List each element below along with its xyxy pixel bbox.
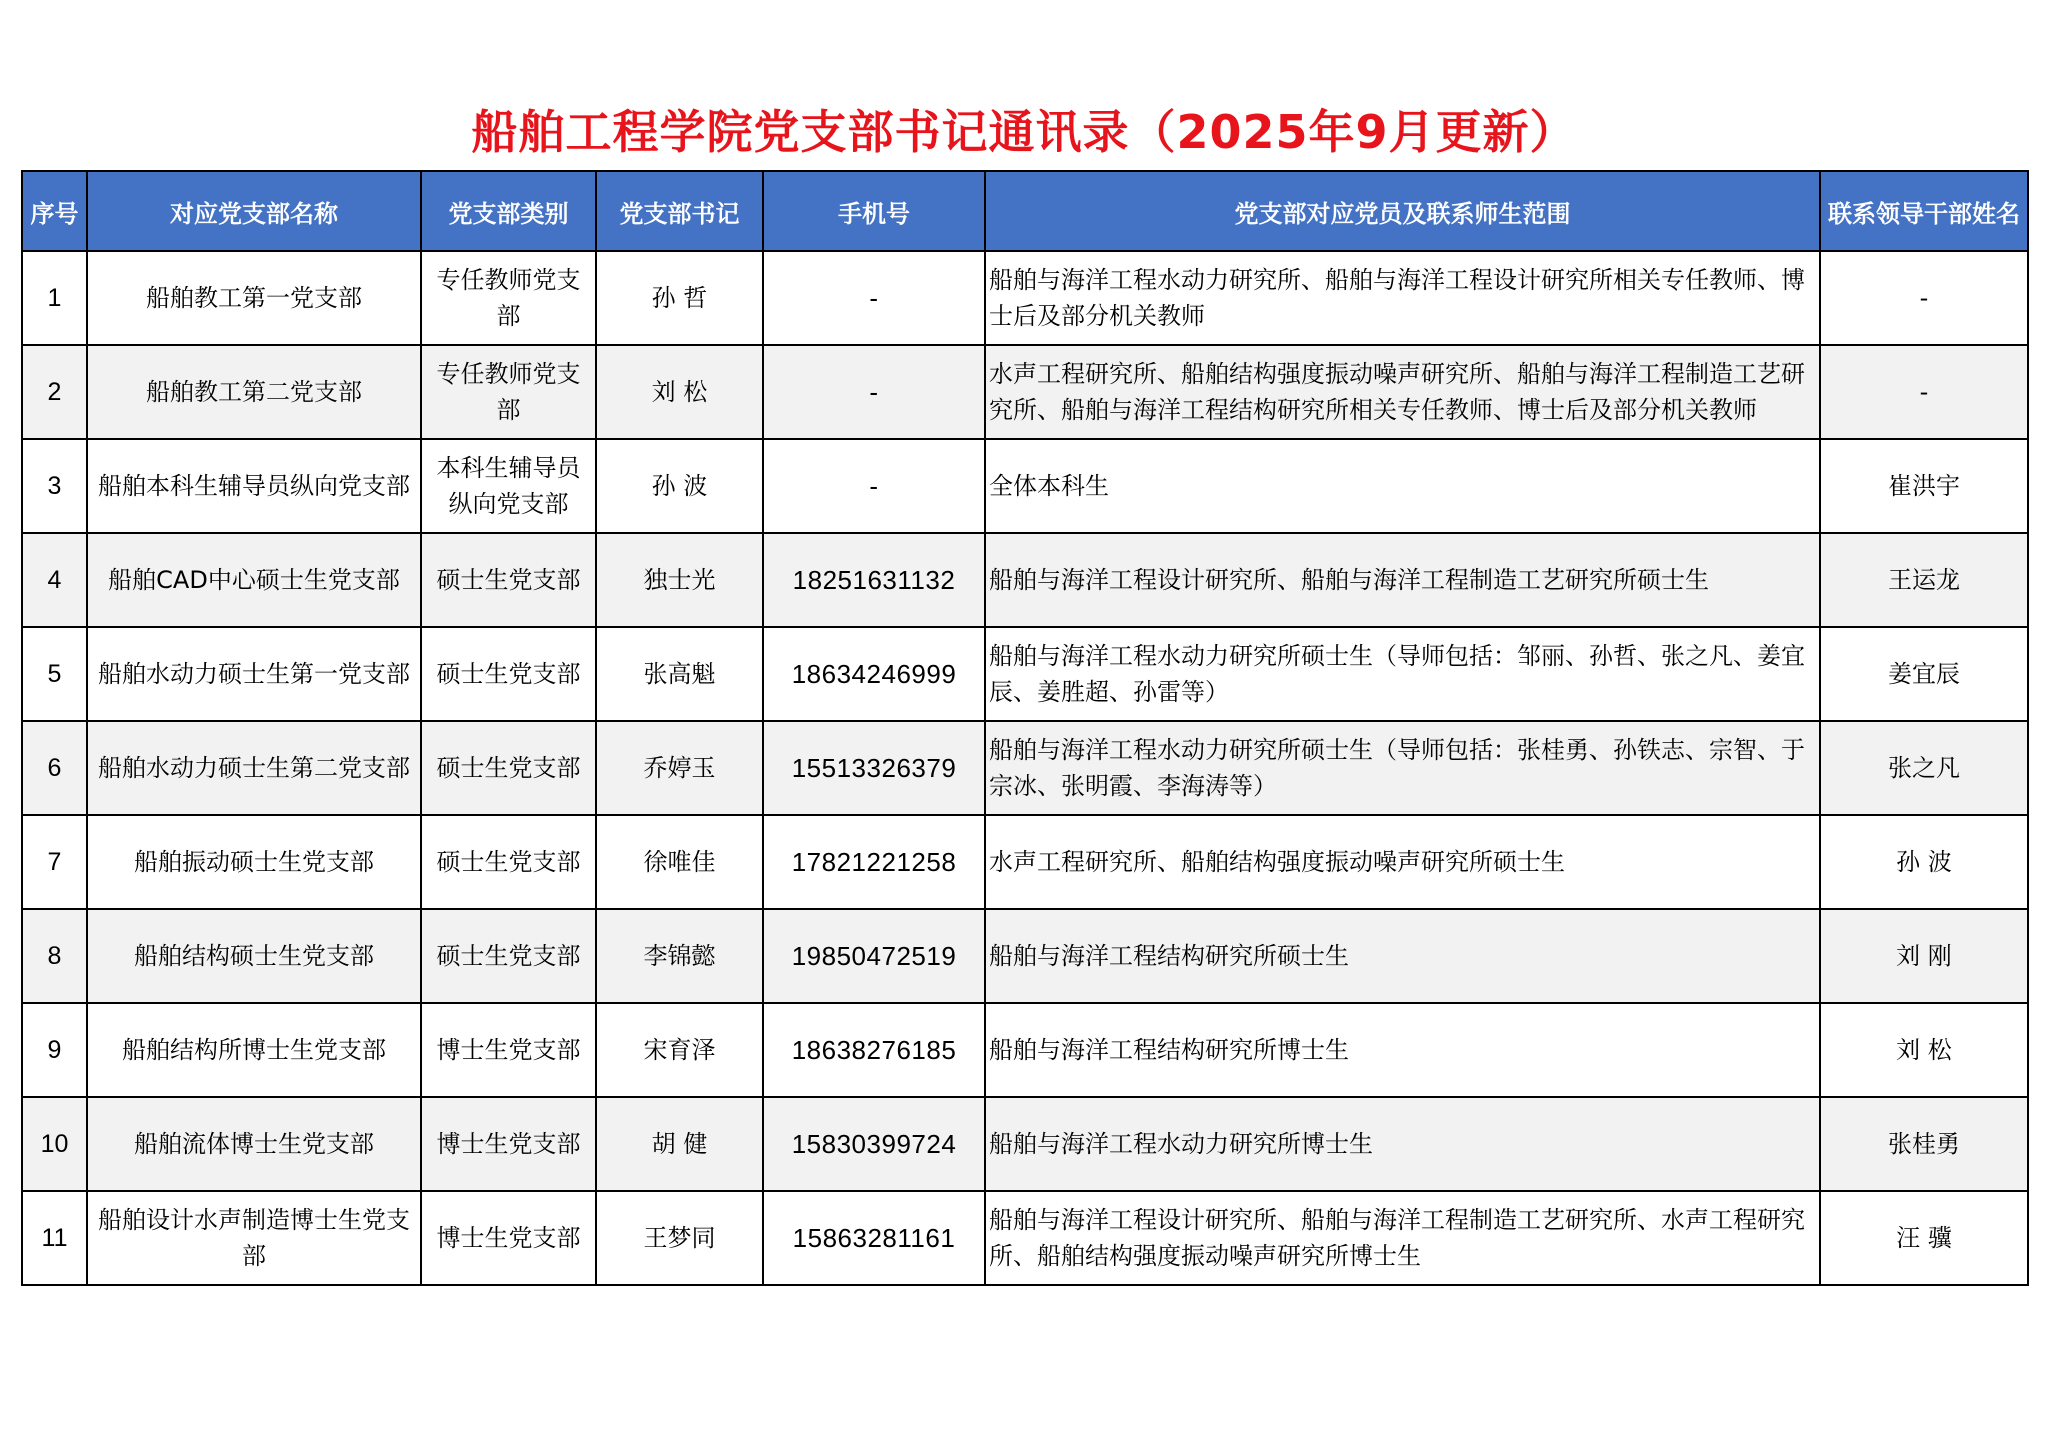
cell-secretary: 张高魁 <box>596 627 763 721</box>
cell-scope: 船舶与海洋工程水动力研究所博士生 <box>985 1097 1820 1191</box>
cell-category: 博士生党支部 <box>421 1191 596 1285</box>
cell-leader: - <box>1820 345 2028 439</box>
cell-no: 3 <box>22 439 87 533</box>
header-branch: 对应党支部名称 <box>87 171 421 251</box>
cell-leader: 姜宜辰 <box>1820 627 2028 721</box>
cell-category: 硕士生党支部 <box>421 909 596 1003</box>
cell-phone: 15513326379 <box>763 721 985 815</box>
cell-category: 硕士生党支部 <box>421 533 596 627</box>
cell-category: 专任教师党支部 <box>421 345 596 439</box>
cell-scope: 船舶与海洋工程设计研究所、船舶与海洋工程制造工艺研究所、水声工程研究所、船舶结构强度振动噪声研究所博士生 <box>985 1191 1820 1285</box>
cell-no: 11 <box>22 1191 87 1285</box>
cell-no: 2 <box>22 345 87 439</box>
cell-phone: 15863281161 <box>763 1191 985 1285</box>
table-row <box>22 439 2028 533</box>
table-row <box>22 909 2028 1003</box>
table-row <box>22 1097 2028 1191</box>
cell-leader: 王运龙 <box>1820 533 2028 627</box>
header-phone: 手机号 <box>763 171 985 251</box>
cell-category: 专任教师党支部 <box>421 251 596 345</box>
cell-secretary: 刘 松 <box>596 345 763 439</box>
header-row <box>22 171 2028 251</box>
cell-branch: 船舶水动力硕士生第一党支部 <box>87 627 421 721</box>
cell-no: 6 <box>22 721 87 815</box>
cell-secretary: 孙 波 <box>596 439 763 533</box>
cell-branch: 船舶振动硕士生党支部 <box>87 815 421 909</box>
cell-phone: - <box>763 439 985 533</box>
table-row <box>22 627 2028 721</box>
cell-phone: 18251631132 <box>763 533 985 627</box>
cell-no: 1 <box>22 251 87 345</box>
cell-leader: 刘 松 <box>1820 1003 2028 1097</box>
table-row <box>22 251 2028 345</box>
cell-phone: - <box>763 251 985 345</box>
cell-no: 9 <box>22 1003 87 1097</box>
cell-secretary: 乔婷玉 <box>596 721 763 815</box>
cell-category: 博士生党支部 <box>421 1097 596 1191</box>
cell-category: 硕士生党支部 <box>421 721 596 815</box>
cell-phone: - <box>763 345 985 439</box>
cell-leader: 张桂勇 <box>1820 1097 2028 1191</box>
table-row <box>22 1003 2028 1097</box>
cell-secretary: 独士光 <box>596 533 763 627</box>
cell-leader: - <box>1820 251 2028 345</box>
header-secretary: 党支部书记 <box>596 171 763 251</box>
cell-category: 硕士生党支部 <box>421 627 596 721</box>
cell-phone: 18638276185 <box>763 1003 985 1097</box>
cell-branch: 船舶教工第一党支部 <box>87 251 421 345</box>
cell-phone: 17821221258 <box>763 815 985 909</box>
cell-no: 5 <box>22 627 87 721</box>
cell-secretary: 徐唯佳 <box>596 815 763 909</box>
cell-secretary: 宋育泽 <box>596 1003 763 1097</box>
cell-category: 本科生辅导员纵向党支部 <box>421 439 596 533</box>
cell-secretary: 王梦同 <box>596 1191 763 1285</box>
cell-no: 7 <box>22 815 87 909</box>
cell-category: 博士生党支部 <box>421 1003 596 1097</box>
cell-secretary: 胡 健 <box>596 1097 763 1191</box>
cell-leader: 崔洪宇 <box>1820 439 2028 533</box>
header-leader: 联系领导干部姓名 <box>1820 171 2028 251</box>
cell-branch: 船舶水动力硕士生第二党支部 <box>87 721 421 815</box>
cell-scope: 船舶与海洋工程水动力研究所、船舶与海洋工程设计研究所相关专任教师、博士后及部分机关教师 <box>985 251 1820 345</box>
cell-scope: 水声工程研究所、船舶结构强度振动噪声研究所硕士生 <box>985 815 1820 909</box>
header-category: 党支部类别 <box>421 171 596 251</box>
cell-branch: 船舶CAD中心硕士生党支部 <box>87 533 421 627</box>
table-row <box>22 1191 2028 1285</box>
cell-scope: 船舶与海洋工程结构研究所博士生 <box>985 1003 1820 1097</box>
cell-phone: 19850472519 <box>763 909 985 1003</box>
table-row <box>22 815 2028 909</box>
table-row <box>22 345 2028 439</box>
cell-branch: 船舶结构所博士生党支部 <box>87 1003 421 1097</box>
cell-leader: 孙 波 <box>1820 815 2028 909</box>
cell-scope: 全体本科生 <box>985 439 1820 533</box>
cell-leader: 张之凡 <box>1820 721 2028 815</box>
cell-branch: 船舶结构硕士生党支部 <box>87 909 421 1003</box>
header-scope: 党支部对应党员及联系师生范围 <box>985 171 1820 251</box>
cell-phone: 18634246999 <box>763 627 985 721</box>
page-title: 船舶工程学院党支部书记通讯录（2025年9月更新） <box>471 105 1577 159</box>
cell-scope: 水声工程研究所、船舶结构强度振动噪声研究所、船舶与海洋工程制造工艺研究所、船舶与海洋工程结构研究所相关专任教师、博士后及部分机关教师 <box>985 345 1820 439</box>
cell-leader: 刘 刚 <box>1820 909 2028 1003</box>
cell-secretary: 孙 哲 <box>596 251 763 345</box>
cell-no: 10 <box>22 1097 87 1191</box>
cell-secretary: 李锦懿 <box>596 909 763 1003</box>
cell-scope: 船舶与海洋工程水动力研究所硕士生（导师包括：张桂勇、孙铁志、宗智、于宗冰、张明霞、李海涛等） <box>985 721 1820 815</box>
cell-scope: 船舶与海洋工程结构研究所硕士生 <box>985 909 1820 1003</box>
cell-branch: 船舶本科生辅导员纵向党支部 <box>87 439 421 533</box>
cell-no: 4 <box>22 533 87 627</box>
table-row <box>22 721 2028 815</box>
cell-no: 8 <box>22 909 87 1003</box>
cell-category: 硕士生党支部 <box>421 815 596 909</box>
cell-leader: 汪 骥 <box>1820 1191 2028 1285</box>
cell-phone: 15830399724 <box>763 1097 985 1191</box>
cell-scope: 船舶与海洋工程设计研究所、船舶与海洋工程制造工艺研究所硕士生 <box>985 533 1820 627</box>
cell-scope: 船舶与海洋工程水动力研究所硕士生（导师包括：邹丽、孙哲、张之凡、姜宜辰、姜胜超、孙雷等） <box>985 627 1820 721</box>
cell-branch: 船舶流体博士生党支部 <box>87 1097 421 1191</box>
table-row <box>22 533 2028 627</box>
cell-branch: 船舶设计水声制造博士生党支部 <box>87 1191 421 1285</box>
directory-table <box>21 170 2029 1286</box>
cell-branch: 船舶教工第二党支部 <box>87 345 421 439</box>
header-no: 序号 <box>22 171 87 251</box>
